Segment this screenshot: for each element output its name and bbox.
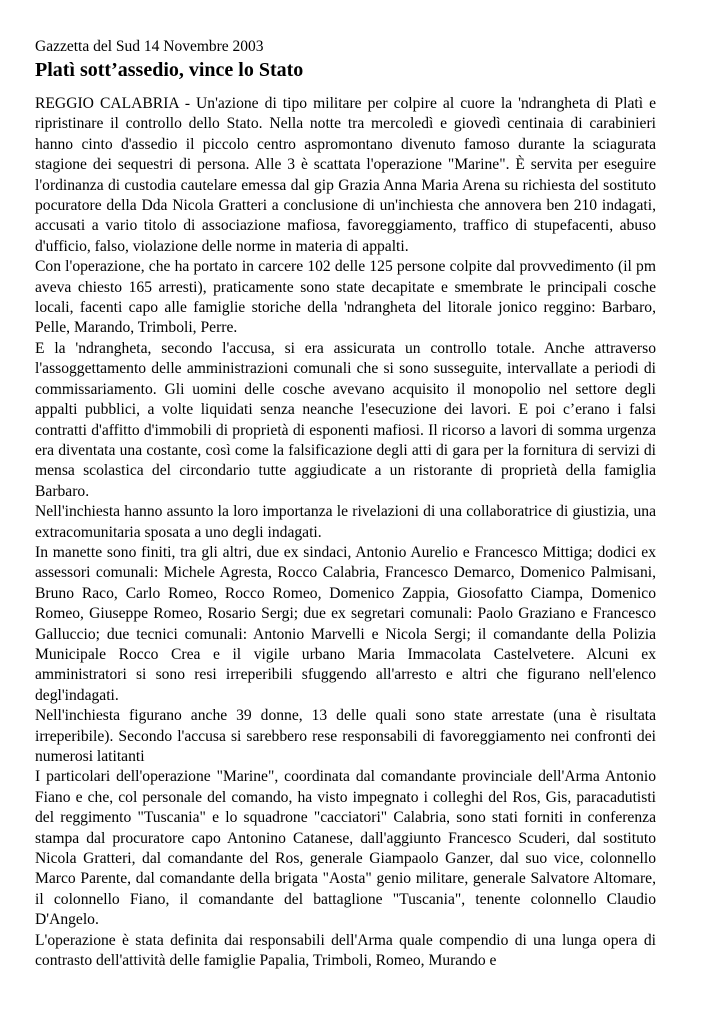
article-paragraph: Nell'inchiesta figurano anche 39 donne, 13 delle quali sono state arrestate (una è risultata irreperibile). Secondo l'accusa si sarebbero rese responsabili di favoreggiamento nei confronti dei numerosi latitanti bbox=[35, 707, 656, 765]
article-paragraph: Con l'operazione, che ha portato in carcere 102 delle 125 persone colpite dal provvedimento (il pm aveva chiesto 165 arresti), praticamente sono state decapitate e smembrate le principali cosche locali, facenti capo alle famiglie storiche della 'ndrangheta del litorale jonico reggino: Barbaro, Pelle, Marando, Trimboli, Perre. bbox=[35, 258, 656, 337]
article-paragraph: I particolari dell'operazione "Marine", coordinata dal comandante provinciale dell'Arma Antonio Fiano e che, col personale del comando, ha visto impegnato i colleghi del Ros, Gis, paracadutisti del reggimento "Tuscania" e lo squadrone "cacciatori" Calabria, sono stati forniti in conferenza stampa dal procuratore capo Antonino Catanese, dall'aggiunto Francesco Scuderi, dal sostituto Nicola Gratteri, dal comandante del Ros, generale Giampaolo Ganzer, dal suo vice, colonnello Marco Parente, dal comandante della brigata "Aosta" genio militare, generale Salvatore Altomare, il colonnello Fiano, il comandante del battaglione "Tuscania", tenente colonnello Claudio D'Angelo. bbox=[35, 768, 656, 929]
article-body bbox=[35, 94, 656, 971]
article-source: Gazzetta del Sud 14 Novembre 2003 bbox=[35, 38, 264, 55]
article-paragraph: Nell'inchiesta hanno assunto la loro importanza le rivelazioni di una collaboratrice di giustizia, una extracomunitaria sposata a uno degli indagati. bbox=[35, 503, 656, 541]
article-headline: Platì sott’assedio, vince lo Stato bbox=[35, 59, 304, 81]
article-paragraph: L'operazione è stata definita dai responsabili dell'Arma quale compendio di una lunga opera di contrasto dell'attività delle famiglie Papalia, Trimboli, Romeo, Murando e bbox=[35, 931, 656, 970]
article-paragraph: In manette sono finiti, tra gli altri, due ex sindaci, Antonio Aurelio e Francesco Mittiga; dodici ex assessori comunali: Michele Agresta, Rocco Calabria, Francesco Demarco, Domenico Palmisani, Bruno Raco, Carlo Romeo, Rocco Romeo, Domenico Zappia, Giosofatto Ciampa, Domenico Romeo, Giuseppe Romeo, Rosario Sergi; due ex segretari comunali: Paolo Graziano e Francesco Galluccio; due tecnici comunali: Antonio Marvelli e Nicola Sergi; il comandante della Polizia Municipale Rocco Crea e il vigile urbano Maria Immacolata Castelvetere. Alcuni ex amministratori si sono resi irreperibili sfuggendo all'arresto e altri che figurano nell'elenco degl'indagati. bbox=[35, 543, 656, 704]
article-paragraph: REGGIO CALABRIA - Un'azione di tipo militare per colpire al cuore la 'ndrangheta di Platì e ripristinare il controllo dello Stato. Nella notte tra mercoledì e giovedì centinaia di carabinieri hanno cinto d'assedio il piccolo centro aspromontano divenuto famoso durante la sciagurata stagione dei sequestri di persona. Alle 3 è scattata l'operazione "Marine". È servita per eseguire l'ordinanza di custodia cautelare emessa dal gip Grazia Anna Maria Arena su richiesta del sostituto pocuratore della Dda Nicola Gratteri a conclusione di un'inchiesta che annovera ben 210 indagati, accusati a vario titolo di associazione mafiosa, favoreggiamento, traffico di stupefacenti, abuso d'ufficio, falso, violazione delle norme in materia di appalti. bbox=[35, 95, 656, 255]
article-page bbox=[35, 38, 656, 971]
article-paragraph: E la 'ndrangheta, secondo l'accusa, si era assicurata un controllo totale. Anche attraverso l'assoggettamento delle amministrazioni comunali che si sono susseguite, intervallate a periodi di commissariamento. Gli uomini delle cosche avevano acquisito il monopolio nel settore degli appalti pubblici, a volte liquidati senza neanche l'esecuzione dei lavori. E poi c’erano i falsi contratti d'affitto d'immobili di proprietà di esponenti mafiosi. Il ricorso a lavori di somma urgenza era diventata una costante, così come la falsificazione degli atti di gara per la fornitura di servizi di mensa scolastica del circondario tutte aggiudicate a un ristorante di proprietà della famiglia Barbaro. bbox=[35, 339, 656, 500]
